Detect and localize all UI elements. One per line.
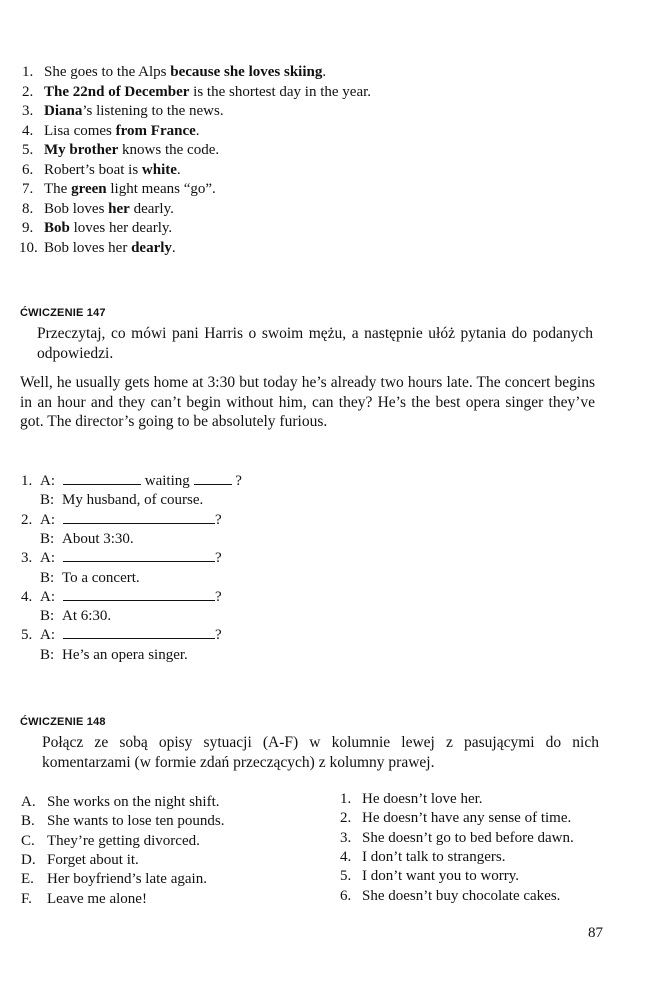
question-line [21, 588, 222, 607]
comment [340, 790, 483, 809]
situation-label: F. [21, 890, 32, 907]
speaker-b-label: B: [40, 608, 55, 625]
comment-text: She doesn’t go to bed before dawn. [362, 829, 574, 846]
exercise-147-instruction: Przeczytaj, co mówi pani Harris o swoim mężu, a następnie ułóż pytania do podanych odpowiedzi. [37, 325, 593, 362]
list-item [22, 83, 371, 101]
list-item [22, 161, 181, 179]
situation [21, 832, 200, 851]
list-item [22, 200, 174, 218]
question-number: 5. [21, 627, 33, 644]
situation-label: D. [21, 851, 36, 868]
page-number: 87 [588, 925, 603, 941]
comment-text: He doesn’t have any sense of time. [362, 810, 572, 827]
bold-phrase: The 22nd of December [44, 83, 190, 100]
list-item [22, 122, 200, 140]
question-mark: ? [215, 627, 222, 644]
comment-label: 4. [340, 848, 352, 865]
sentence-text: The [44, 181, 72, 197]
answer-text: He’s an opera singer. [62, 646, 188, 663]
sentence-text: light means “go”. [106, 181, 216, 197]
bold-phrase: dearly [131, 239, 172, 256]
question-line [21, 626, 222, 645]
answer-blank [63, 626, 215, 639]
speaker-a-label: A: [40, 473, 55, 489]
list-item [22, 102, 224, 120]
comment-label: 5. [340, 868, 352, 885]
bold-phrase: Diana [44, 103, 83, 119]
situation [21, 870, 207, 889]
item-number: 8. [22, 200, 34, 217]
answer-line [40, 569, 140, 588]
comment [340, 829, 574, 848]
answer-text: To a concert. [62, 569, 140, 586]
item-number: 7. [22, 181, 34, 197]
item-number: 6. [22, 161, 34, 178]
list-item [22, 180, 216, 198]
answer-line [40, 491, 203, 510]
list-item [22, 63, 326, 81]
sentence-text: Bob loves her [44, 239, 132, 256]
situation [21, 812, 225, 831]
question-mark: ? [215, 511, 222, 528]
sentence-text: knows the code. [118, 142, 220, 158]
situation-text: Forget about it. [47, 851, 139, 868]
answer-blank [63, 472, 141, 485]
answer-blank [63, 511, 215, 524]
comment [340, 809, 571, 828]
sentence-text: . [195, 122, 200, 139]
speaker-b-label: B: [40, 492, 55, 509]
comment [340, 848, 505, 867]
bold-phrase: green [71, 181, 107, 197]
question-number: 2. [21, 511, 33, 528]
sentence-text: Robert’s boat is [44, 161, 142, 178]
sentence-text: . [171, 239, 176, 256]
item-number: 3. [22, 103, 34, 119]
sentence-text: ’s listening to the news. [82, 103, 224, 119]
bold-phrase: because she loves skiing [170, 64, 323, 80]
sentence-text: She goes to the Alps [44, 64, 171, 80]
question-mark: ? [231, 473, 242, 489]
speaker-a-label: A: [40, 627, 55, 644]
comment-text: He doesn’t love her. [362, 791, 483, 807]
speaker-a-label: A: [40, 550, 55, 567]
answer-blank [63, 549, 215, 562]
item-number: 9. [22, 220, 34, 236]
question-word: waiting [141, 473, 194, 489]
situation [21, 793, 220, 812]
exercise-148-heading: ĆWICZENIE 148 [20, 716, 106, 728]
answer-text: About 3:30. [62, 530, 134, 547]
list-item [19, 239, 176, 257]
bold-phrase: white [141, 161, 177, 178]
question-line [21, 472, 242, 491]
speaker-b-label: B: [40, 569, 55, 586]
sentence-text: Bob loves [44, 200, 109, 217]
item-number: 5. [22, 142, 34, 158]
sentence-text: Lisa comes [44, 122, 116, 139]
answer-blank [194, 472, 232, 485]
question-line [21, 549, 222, 568]
comment-label: 1. [340, 791, 352, 807]
exercise-148-instruction: Połącz ze sobą opisy sytuacji (A-F) w kolumnie lewej z pasującymi do nich komentarzami (w formie zdań przeczących) z kolumny prawej. [42, 734, 599, 771]
exercise-147-heading: ĆWICZENIE 147 [20, 307, 106, 319]
list-item [22, 219, 172, 237]
item-number: 1. [22, 64, 34, 80]
question-number: 4. [21, 588, 33, 605]
situation-label: E. [21, 871, 34, 888]
bold-phrase: My brother [44, 142, 119, 158]
bold-phrase: from France [115, 122, 196, 139]
comment-text: I don’t want you to worry. [362, 868, 520, 885]
bold-phrase: Bob [44, 220, 70, 236]
question-mark: ? [215, 550, 222, 567]
answer-text: My husband, of course. [62, 492, 204, 509]
sentence-text: . [322, 64, 327, 80]
sentence-text: is the shortest day in the year. [189, 83, 372, 100]
situation-text: Her boyfriend’s late again. [47, 871, 207, 888]
situation-text: She wants to lose ten pounds. [47, 813, 225, 830]
bold-phrase: her [108, 200, 130, 217]
speaker-b-label: B: [40, 530, 55, 547]
question-mark: ? [215, 588, 222, 605]
answer-line [40, 646, 188, 665]
comment-label: 2. [340, 810, 352, 827]
situation-text: She works on the night shift. [47, 794, 220, 810]
list-item [22, 141, 219, 159]
sentence-text: . [176, 161, 181, 178]
comment [340, 867, 519, 886]
comment [340, 887, 560, 906]
situation-label: A. [21, 794, 36, 810]
situation [21, 851, 139, 870]
sentence-text: loves her dearly. [69, 220, 173, 236]
situation-text: They’re getting divorced. [47, 832, 200, 849]
comment-label: 6. [340, 887, 352, 904]
answer-line [40, 607, 111, 626]
comment-text: She doesn’t buy chocolate cakes. [362, 887, 561, 904]
situation-text: Leave me alone! [47, 890, 147, 907]
sentence-text: dearly. [129, 200, 174, 217]
answer-text: At 6:30. [62, 608, 112, 625]
comment-label: 3. [340, 829, 352, 846]
situation-label: C. [21, 832, 35, 849]
question-line [21, 511, 222, 530]
item-number: 2. [22, 83, 34, 100]
speaker-b-label: B: [40, 646, 55, 663]
comment-text: I don’t talk to strangers. [362, 848, 506, 865]
question-number: 3. [21, 550, 33, 567]
exercise-147-text: Well, he usually gets home at 3:30 but today he’s already two hours late. The concert begins in an hour and they can’t begin without him, can they? He’s the best opera singer they’ve got. The director’s going to be absolutely furious. [20, 374, 595, 430]
situation-label: B. [21, 813, 35, 830]
answer-line [40, 530, 134, 549]
speaker-a-label: A: [40, 511, 55, 528]
item-number: 4. [22, 122, 34, 139]
item-number: 10. [19, 239, 38, 256]
question-number: 1. [21, 473, 33, 489]
situation [21, 890, 147, 909]
answer-blank [63, 588, 215, 601]
speaker-a-label: A: [40, 588, 55, 605]
